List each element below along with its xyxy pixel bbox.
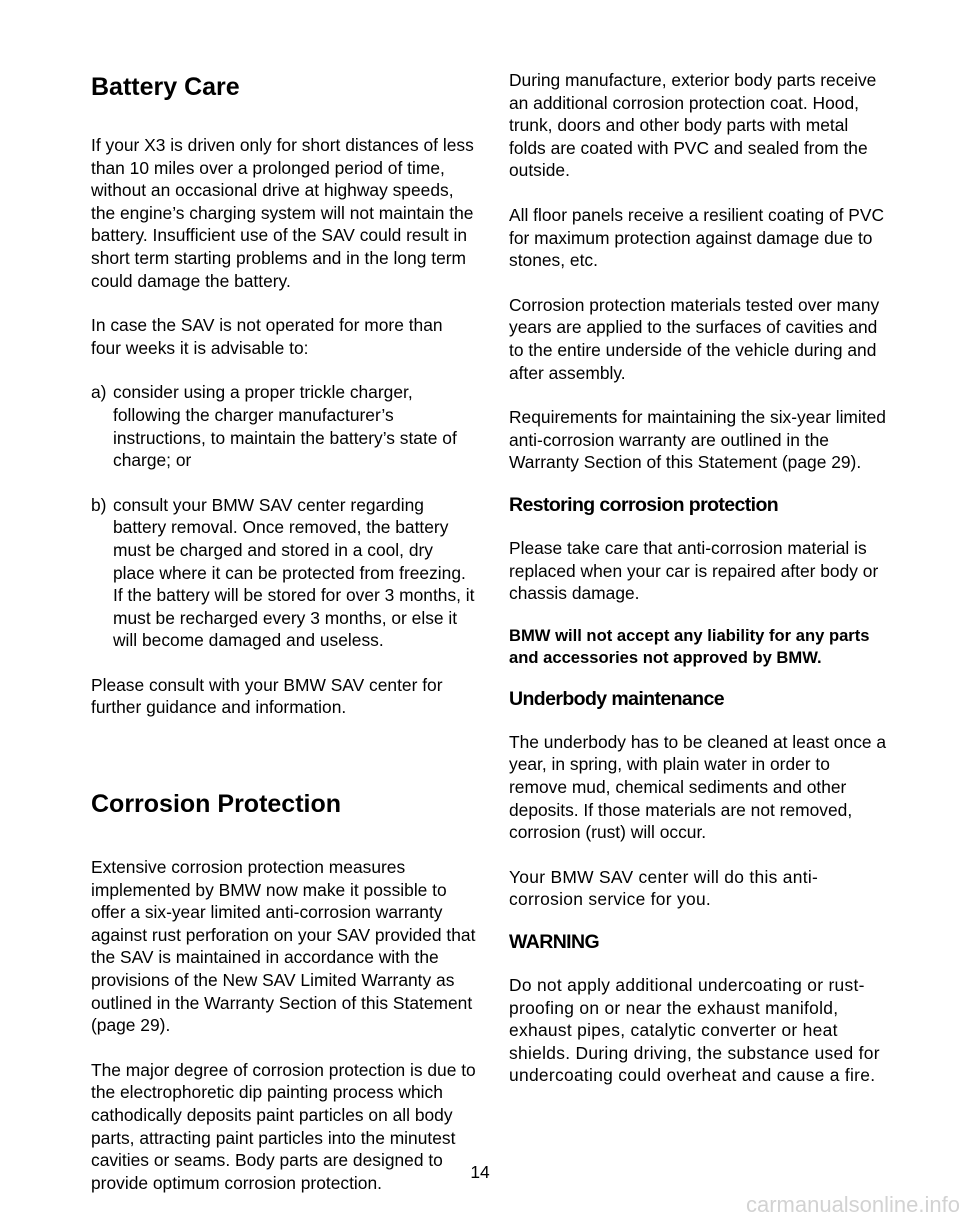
- underbody-heading: Underbody maintenance: [509, 687, 724, 710]
- underbody-paragraph: Your BMW SAV center will do this anti-corrosion service for you.: [509, 866, 819, 910]
- battery-care-paragraph: In case the SAV is not operated for more than four weeks it is advisable to:: [91, 315, 443, 358]
- warning-heading: WARNING: [509, 931, 600, 954]
- corrosion-paragraph: Extensive corrosion protection measures implemented by BMW now make it possible to offer a six-year limited anti-corrosion warranty against rust perforation on your SAV provided that the SAV is maintained in accordance with the provisions of the New SAV Limited Warranty as outlined in the Warranty Section of this Statement (page 29).: [91, 857, 476, 1036]
- list-item: [91, 381, 477, 471]
- watermark: carmanualsonline.info: [745, 1192, 960, 1217]
- restoring-heading: Restoring corrosion protection: [509, 493, 779, 516]
- battery-care-paragraph: If your X3 is driven only for short distances of less than 10 miles over a prolonged period of time, without an occasional drive at highway speeds, the engine’s charging system will not maintain the battery. Insufficient use of the SAV could result in short term starting problems and in the long term could damage the battery.: [91, 135, 474, 291]
- list-item: [91, 494, 477, 652]
- battery-care-heading: Battery Care: [91, 73, 240, 101]
- restoring-paragraph: Please take care that anti-corrosion material is replaced when your car is repaired after body or chassis damage.: [509, 537, 879, 604]
- list-marker: a): [91, 382, 107, 403]
- corrosion-paragraph: The major degree of corrosion protection is due to the electrophoretic dip painting process which cathodically deposits paint particles on all body parts, attracting paint particles into the minutest cavities or seams. Body parts are designed to provide optimum corrosion protection.: [91, 1059, 476, 1193]
- corrosion-protection-heading: Corrosion Protection: [91, 790, 342, 819]
- list-item-text: consult your BMW SAV center regarding battery removal. Once removed, the battery must be charged and stored in a cool, dry place where it can be protected from freezing. If the battery will be stored for over 3 months, it must be recharged every 3 months, or else it will become damaged and useless.: [113, 494, 475, 651]
- battery-care-paragraph: Please consult with your BMW SAV center for further guidance and information.: [91, 674, 443, 718]
- corrosion-paragraph: Corrosion protection materials tested over many years are applied to the surfaces of cavities and to the entire underside of the vehicle during and after assembly.: [509, 294, 880, 383]
- corrosion-paragraph: Requirements for maintaining the six-year limited anti-corrosion warranty are outlined in the Warranty Section of this Statement (page 29).: [509, 407, 886, 473]
- list-marker: b): [91, 494, 107, 515]
- liability-note: BMW will not accept any liability for any parts and accessories not approved by BMW.: [509, 625, 870, 668]
- underbody-paragraph: The underbody has to be cleaned at least once a year, in spring, with plain water in order to remove mud, chemical sediments and other deposits. If those materials are not removed, corrosion (rust) will occur.: [509, 731, 887, 843]
- corrosion-paragraph: During manufacture, exterior body parts receive an additional corrosion protection coat. Hood, trunk, doors and other body parts with metal folds are coated with PVC and sealed from the outside.: [509, 70, 877, 181]
- corrosion-paragraph: All floor panels receive a resilient coating of PVC for maximum protection against damage due to stones, etc.: [509, 204, 885, 271]
- page-number: 14: [470, 1162, 490, 1182]
- warning-text: Do not apply additional undercoating or rust-proofing on or near the exhaust manifold, exhaust pipes, catalytic converter or heat shields. During driving, the substance used for undercoating could overheat and cause a fire.: [509, 975, 880, 1086]
- right-column: [509, 60, 889, 1087]
- left-column: [91, 60, 477, 1194]
- list-item-text: consider using a proper trickle charger, following the charger manufacturer’s instructions, to maintain the battery’s state of charge; or: [113, 382, 457, 471]
